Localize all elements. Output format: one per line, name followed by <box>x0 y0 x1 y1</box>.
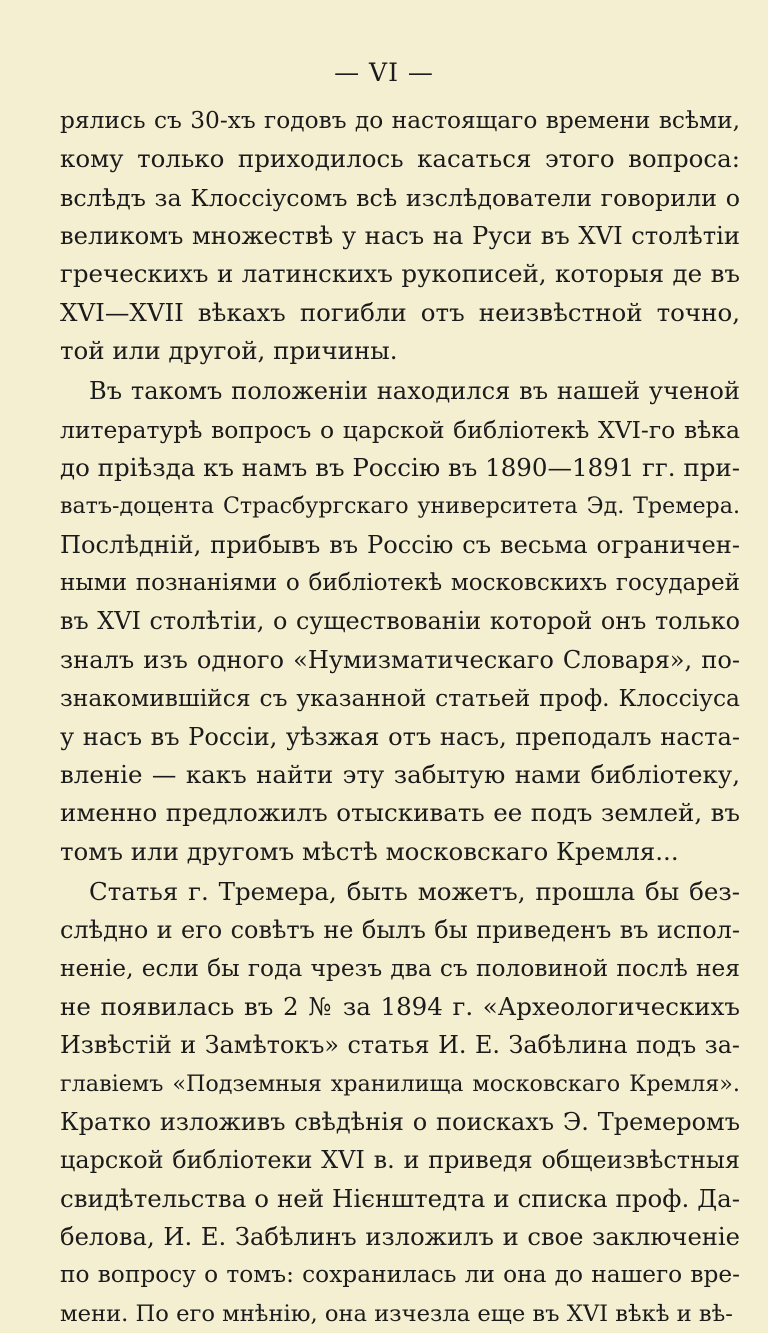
text-line: до пріѣзда къ намъ въ Россію въ 1890—1891 гг. при- <box>60 453 740 483</box>
text-line: Извѣстій и Замѣтокъ» статья И. Е. Забѣлина подъ за- <box>60 1031 740 1060</box>
text-line: по вопросу о томъ: сохранилась ли она до нашего вре- <box>60 1261 740 1289</box>
text-line: литературѣ вопросъ о царской библіотекѣ XVI-го вѣка <box>60 415 740 444</box>
text-line: главіемъ «Подземныя хранилища московскаго Кремля». <box>60 1070 740 1097</box>
text-line: слѣдно и его совѣтъ не былъ бы приведенъ въ испол- <box>60 916 740 945</box>
text-line: вслѣдъ за Клоссіусомъ всѣ изслѣдователи говорили о <box>60 183 740 212</box>
text-line: не появилась въ 2 № за 1894 г. «Археологическихъ <box>60 991 740 1021</box>
paragraph <box>60 102 740 370</box>
text-line: Въ такомъ положеніи находился въ нашей ученой <box>89 377 740 406</box>
text-line: свидѣтельства о ней Нієнштедта и списка проф. Да- <box>60 1183 740 1213</box>
paragraph <box>60 873 740 1333</box>
page-number: — VI — <box>334 58 434 87</box>
text-line: XVI—XVII вѣкахъ погибли отъ неизвѣстной точно, <box>60 297 740 327</box>
text-line: рялись съ 30-хъ годовъ до настоящаго времени всѣми, <box>60 107 740 134</box>
text-line: мени. По его мнѣнію, она изчезла еще въ XVI вѣкѣ и вѣ- <box>60 1300 733 1327</box>
text-line: знакомившійся съ указанной статьей проф. Клоссіуса <box>60 684 740 713</box>
text-line: Послѣдній, прибывъ въ Россію съ весьма ограничен- <box>60 530 740 559</box>
text-line: греческихъ и латинскихъ рукописей, которыя де въ <box>60 259 740 289</box>
text-line: той или другой, причины. <box>60 336 398 366</box>
text-line: неніе, если бы года чрезъ два съ половиной послѣ нея <box>60 954 740 982</box>
text-line: ными познаніями о библіотекѣ московскихъ государей <box>60 570 740 597</box>
text-line: вленіе — какъ найти эту забытую нами библіотеку, <box>60 759 740 789</box>
text-line: Кратко изложивъ свѣдѣнія о поискахъ Э. Тремеромъ <box>60 1107 740 1136</box>
text-line: белова, И. Е. Забѣлинъ изложилъ и свое заключеніе <box>60 1222 740 1251</box>
text-line: томъ или другомъ мѣстѣ московскаго Кремля... <box>60 836 679 866</box>
text-line: именно предложилъ отыскивать ее подъ землей, въ <box>60 798 740 828</box>
text-line: ватъ-доцента Страсбургскаго университета Эд. Тремера. <box>60 493 740 520</box>
paragraph <box>60 372 740 870</box>
body-text <box>60 102 740 1333</box>
text-line: у насъ въ Россіи, уѣзжая отъ насъ, преподалъ наста- <box>60 722 740 751</box>
text-line: въ XVI столѣтіи, о существованіи которой онъ только <box>60 607 740 636</box>
text-line: Статья г. Тремера, быть можетъ, прошла бы без- <box>89 876 740 906</box>
text-line: великомъ множествѣ у насъ на Руси въ XVI столѣтіи <box>60 222 740 251</box>
text-line: кому только приходилось касаться этого вопроса: <box>60 144 740 174</box>
text-line: зналъ изъ одного «Нумизматическаго Словаря», по- <box>60 645 740 674</box>
text-line: царской библіотеки XVI в. и приведя общеизвѣстныя <box>60 1146 740 1175</box>
